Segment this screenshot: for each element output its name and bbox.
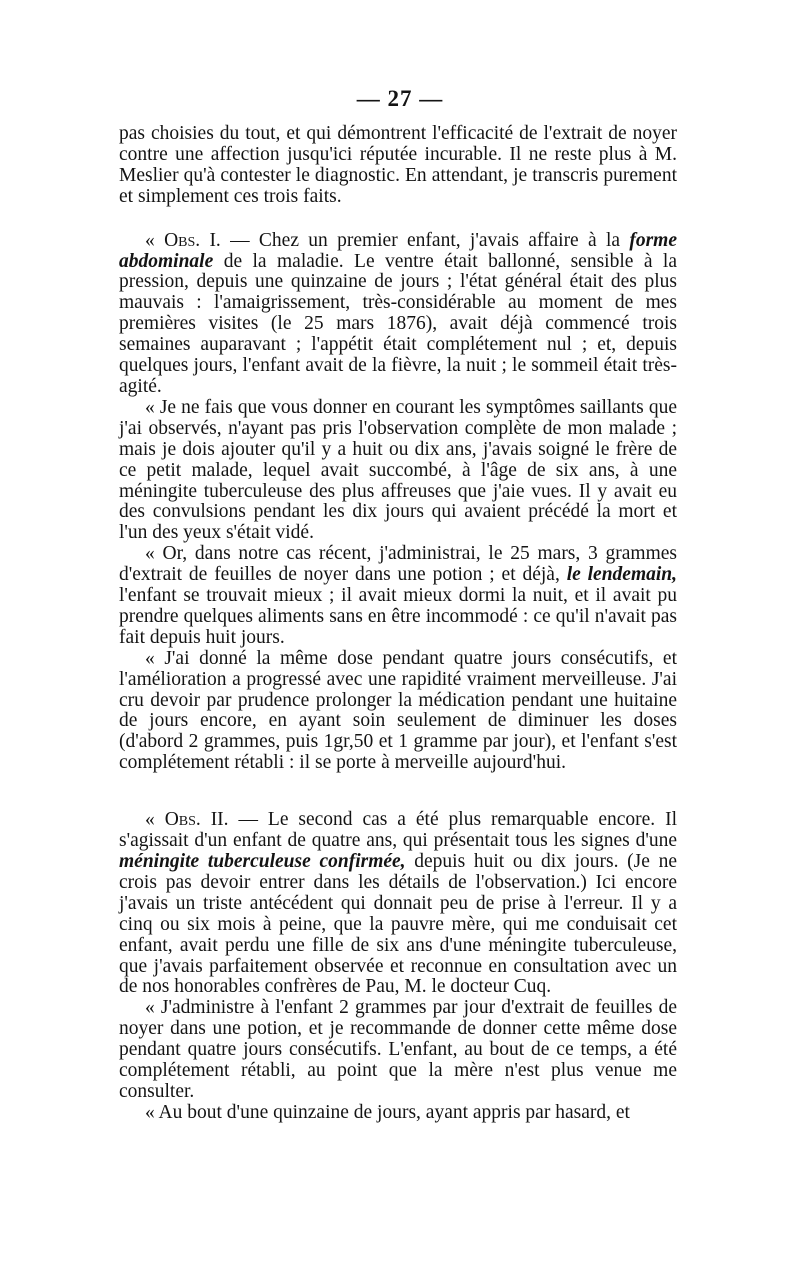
paragraph-text: — Le second cas a été plus remarquable encore. Il s'agissait d'un enfant de quatre ans, qui présentait tous les signes d'une [119, 809, 677, 852]
paragraph-gap [119, 208, 677, 231]
quote-mark: « [145, 809, 165, 831]
paragraph-continuation: « Au bout d'une quinzaine de jours, ayant appris par hasard, et [145, 1101, 630, 1123]
paragraph-intro: pas choisies du tout, et qui démontrent l'efficacité de l'extrait de noyer contre une affection jusqu'ici réputée incurable. Il ne reste plus à M. Meslier qu'à contester le diagnostic. En attendant, je transcris purement et simplement ces trois faits. [119, 123, 677, 207]
emphasis-text: le lendemain, [566, 564, 677, 586]
paragraph-gap [119, 774, 677, 810]
paragraph-text: de la maladie. Le ventre était ballonné, sensible à la pression, depuis une quinzaine de jours ; l'état général était des plus mauvais : l'amaigrissement, très-considérable au moment de mes premières visites (le 25 mars 1876), avait déjà commencé trois semaines auparavant ; l'appétit était complétement nul ; et, depuis quelques jours, l'enfant avait de la fièvre, la nuit ; le sommeil était très-agité. [119, 250, 677, 397]
page-number: — 27 — [356, 86, 444, 111]
emphasis-text: forme abdominale [119, 229, 677, 272]
paragraph-text: — Chez un premier enfant, j'avais affaire à la [220, 229, 630, 251]
paragraph-administration: « J'administre à l'enfant 2 grammes par jour d'extrait de feuilles de noyer dans une potion, et je recommande de donner cette même dose pendant quatre jours consécutifs. L'enfant, au bout de ce temps, a été complétement rétabli, au point que la mère n'est plus venue me consulter. [119, 997, 677, 1102]
quote-mark: « [145, 229, 165, 251]
paragraph-text: « Or, dans notre cas récent, j'administrai, le 25 mars, 3 grammes d'extrait de feuilles de noyer dans une potion ; et déjà, [119, 543, 677, 586]
paragraph-obs-2 [119, 810, 677, 998]
paragraph-obs-1 [119, 231, 677, 398]
observation-label: Obs. II. [164, 809, 229, 831]
paragraph-treatment [119, 544, 677, 649]
paragraph-symptoms: « Je ne fais que vous donner en courant les symptômes saillants que j'ai observés, n'ayant pas pris l'observation complète de mon malade ; mais je dois ajouter qu'il y a huit ou dix ans, j'avais soigné le frère de ce petit malade, lequel avait succombé, à l'âge de six ans, à une méningite tuberculeuse des plus affreuses que j'aie vues. Il y avait eu des convulsions pendant les dix jours qui avaient précédé la mort et l'un des yeux s'était vidé. [119, 396, 677, 544]
observation-label: Obs. I. [164, 229, 221, 251]
paragraph-text: l'enfant se trouvait mieux ; il avait mieux dormi la nuit, et il avait pu prendre quelques aliments sans en être incommodé : ce qu'il n'avait pas fait depuis huit jours. [119, 585, 677, 648]
paragraph-text: depuis huit ou dix jours. (Je ne crois pas devoir entrer dans les détails de l'observation.) Ici encore j'avais un triste antécédent qui donnait peu de prise à l'erreur. Il y a cinq ou six mois à peine, que la pauvre mère, qui me conduisait cet enfant, avait perdu une fille de six ans d'une méningite tuberculeuse, que j'avais parfaitement observée et reconnue en consultation avec un de nos honorables confrères de Pau, M. le docteur Cuq. [119, 851, 677, 998]
paragraph-improvement: « J'ai donné la même dose pendant quatre jours consécutifs, et l'amélioration a progressé avec une rapidité vraiment merveilleuse. J'ai cru devoir par prudence prolonger la médication pendant une huitaine de jours encore, en ayant soin seulement de diminuer les doses (d'abord 2 grammes, puis 1gr,50 et 1 gramme par jour), et l'enfant s'est complétement rétabli : il se porte à merveille aujourd'hui. [119, 647, 677, 774]
emphasis-text: méningite tuberculeuse confirmée, [119, 851, 406, 872]
body-text [119, 124, 677, 1124]
